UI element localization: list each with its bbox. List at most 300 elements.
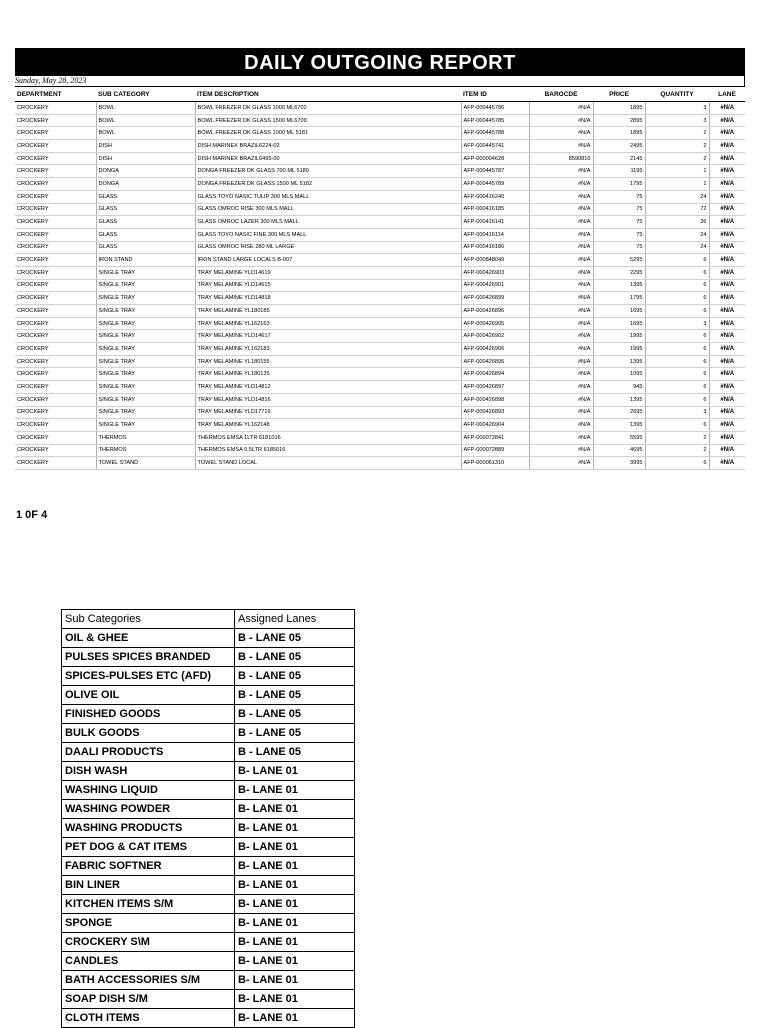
cell-department: CROCKERY bbox=[15, 102, 96, 115]
cell-sub-category: SINGLE TRAY bbox=[96, 330, 195, 343]
cell-item-description: TRAY MELAMINE YLD14816 bbox=[195, 393, 461, 406]
cell-barcode: #N/A bbox=[529, 114, 593, 127]
cell-sub-category: SINGLE TRAY bbox=[96, 279, 195, 292]
cell-department: CROCKERY bbox=[15, 368, 96, 381]
cell-quantity: 24 bbox=[645, 241, 709, 254]
cell-item-description: GLASS OMROC RISE 300 MLS MALL bbox=[195, 203, 461, 216]
cell-price: 1395 bbox=[593, 279, 645, 292]
cell-department: CROCKERY bbox=[15, 178, 96, 191]
cell-price: 1895 bbox=[593, 102, 645, 115]
cell-lane: #N/A bbox=[709, 419, 745, 432]
cell-quantity: 6 bbox=[645, 355, 709, 368]
lane-row bbox=[62, 876, 355, 895]
cell-department: CROCKERY bbox=[15, 190, 96, 203]
cell-lane: #N/A bbox=[709, 140, 745, 153]
table-row bbox=[15, 102, 745, 115]
cell-item-description: DONGA FREEZER DK GLASS 700 ML 5180 bbox=[195, 165, 461, 178]
cell-sub-category: SINGLE TRAY bbox=[96, 292, 195, 305]
cell-sub-category: SINGLE TRAY bbox=[96, 393, 195, 406]
daily-outgoing-report bbox=[15, 48, 745, 470]
cell-sub-category: DONGA bbox=[96, 178, 195, 191]
cell-price: 2495 bbox=[593, 140, 645, 153]
table-row bbox=[15, 203, 745, 216]
cell-department: CROCKERY bbox=[15, 355, 96, 368]
col-quantity: QUANTITY bbox=[645, 87, 709, 102]
cell-barcode: #N/A bbox=[529, 279, 593, 292]
cell-item-description: GLASS OMROC LAZER 300 MLS MALL bbox=[195, 216, 461, 229]
cell-department: CROCKERY bbox=[15, 228, 96, 241]
lane-row bbox=[62, 648, 355, 667]
cell-sub-category: SINGLE TRAY bbox=[96, 368, 195, 381]
cell-item-id: AFP-000004628 bbox=[461, 152, 529, 165]
cell-department: CROCKERY bbox=[15, 343, 96, 356]
cell-quantity: 36 bbox=[645, 216, 709, 229]
cell-item-id: AFP-000426895 bbox=[461, 355, 529, 368]
table-row bbox=[15, 216, 745, 229]
lane-cell-sub-category: BULK GOODS bbox=[62, 724, 235, 743]
cell-item-id: AFP-000426904 bbox=[461, 419, 529, 432]
cell-item-id: AFP-000416114 bbox=[461, 228, 529, 241]
cell-item-description: TRAY MELAMINE YLD14617 bbox=[195, 330, 461, 343]
cell-item-description: GLASS TOYO NASIC FINE 300 MLS MALL bbox=[195, 228, 461, 241]
cell-item-id: AFP-000445789 bbox=[461, 178, 529, 191]
cell-item-description: TRAY MELAMINE YL180155 bbox=[195, 355, 461, 368]
lane-cell-assigned-lane: B - LANE 05 bbox=[235, 648, 355, 667]
table-row bbox=[15, 190, 745, 203]
cell-item-description: DISH MARINEX BRAZIL6495-00 bbox=[195, 152, 461, 165]
cell-item-description: GLASS TOYO NASIC TULIP 300 MLS MALL bbox=[195, 190, 461, 203]
lane-cell-assigned-lane: B- LANE 01 bbox=[235, 914, 355, 933]
lane-cell-assigned-lane: B- LANE 01 bbox=[235, 781, 355, 800]
cell-price: 1995 bbox=[593, 330, 645, 343]
cell-barcode: #N/A bbox=[529, 292, 593, 305]
cell-department: CROCKERY bbox=[15, 127, 96, 140]
cell-lane: #N/A bbox=[709, 406, 745, 419]
cell-price: 1395 bbox=[593, 419, 645, 432]
cell-price: 1795 bbox=[593, 178, 645, 191]
cell-item-id: AFP-000426902 bbox=[461, 330, 529, 343]
cell-quantity: 3 bbox=[645, 317, 709, 330]
lane-row bbox=[62, 724, 355, 743]
cell-lane: #N/A bbox=[709, 165, 745, 178]
cell-lane: #N/A bbox=[709, 317, 745, 330]
cell-item-description: TRAY MELAMINE YL180135 bbox=[195, 368, 461, 381]
col-lane: LANE bbox=[709, 87, 745, 102]
cell-lane: #N/A bbox=[709, 190, 745, 203]
cell-price: 2295 bbox=[593, 266, 645, 279]
cell-item-description: TRAY MELAMINE YL162163 bbox=[195, 317, 461, 330]
lane-cell-sub-category: PULSES SPICES BRANDED bbox=[62, 648, 235, 667]
cell-quantity: 6 bbox=[645, 343, 709, 356]
cell-item-id: AFP-000426903 bbox=[461, 266, 529, 279]
lane-cell-sub-category: WASHING PRODUCTS bbox=[62, 819, 235, 838]
lane-row bbox=[62, 990, 355, 1009]
cell-quantity: 2 bbox=[645, 127, 709, 140]
table-header-row bbox=[15, 87, 745, 102]
cell-barcode: #N/A bbox=[529, 457, 593, 470]
lane-cell-sub-category: OIL & GHEE bbox=[62, 629, 235, 648]
lane-cell-sub-category: KITCHEN ITEMS S/M bbox=[62, 895, 235, 914]
cell-item-id: AFP-000416185 bbox=[461, 203, 529, 216]
cell-item-description: IRON STAND LARGE LOCALS B-007 bbox=[195, 254, 461, 267]
cell-sub-category: BOWL bbox=[96, 102, 195, 115]
cell-barcode: #N/A bbox=[529, 444, 593, 457]
cell-department: CROCKERY bbox=[15, 444, 96, 457]
cell-department: CROCKERY bbox=[15, 152, 96, 165]
cell-lane: #N/A bbox=[709, 228, 745, 241]
lane-row bbox=[62, 667, 355, 686]
cell-department: CROCKERY bbox=[15, 406, 96, 419]
cell-item-id: AFP-000848049 bbox=[461, 254, 529, 267]
cell-sub-category: BOWL bbox=[96, 127, 195, 140]
lane-cell-assigned-lane: B- LANE 01 bbox=[235, 838, 355, 857]
lane-cell-sub-category: SPONGE bbox=[62, 914, 235, 933]
lane-cell-sub-category: PET DOG & CAT ITEMS bbox=[62, 838, 235, 857]
cell-price: 75 bbox=[593, 203, 645, 216]
lane-cell-assigned-lane: B- LANE 01 bbox=[235, 933, 355, 952]
cell-price: 1195 bbox=[593, 165, 645, 178]
cell-quantity: 72 bbox=[645, 203, 709, 216]
cell-department: CROCKERY bbox=[15, 317, 96, 330]
cell-quantity: 6 bbox=[645, 279, 709, 292]
table-row bbox=[15, 127, 745, 140]
cell-price: 1395 bbox=[593, 393, 645, 406]
col-department: DEPARTMENT bbox=[15, 87, 96, 102]
cell-department: CROCKERY bbox=[15, 419, 96, 432]
cell-lane: #N/A bbox=[709, 431, 745, 444]
cell-price: 2145 bbox=[593, 152, 645, 165]
cell-department: CROCKERY bbox=[15, 457, 96, 470]
table-row bbox=[15, 305, 745, 318]
lane-cell-assigned-lane: B- LANE 01 bbox=[235, 895, 355, 914]
outgoing-table bbox=[15, 86, 745, 470]
cell-lane: #N/A bbox=[709, 343, 745, 356]
cell-sub-category: DISH bbox=[96, 152, 195, 165]
cell-sub-category: IRON STAND bbox=[96, 254, 195, 267]
lane-cell-sub-category: BATH ACCESSORIES S/M bbox=[62, 971, 235, 990]
table-row bbox=[15, 317, 745, 330]
cell-sub-category: THERMOS bbox=[96, 444, 195, 457]
cell-item-description: GLASS OMROC RISE 280 ML LARGE bbox=[195, 241, 461, 254]
lane-row bbox=[62, 743, 355, 762]
cell-lane: #N/A bbox=[709, 292, 745, 305]
lane-row bbox=[62, 686, 355, 705]
cell-lane: #N/A bbox=[709, 203, 745, 216]
cell-lane: #N/A bbox=[709, 381, 745, 394]
cell-item-id: AFP-000072889 bbox=[461, 444, 529, 457]
cell-lane: #N/A bbox=[709, 279, 745, 292]
lane-cell-sub-category: SPICES-PULSES ETC (AFD) bbox=[62, 667, 235, 686]
lane-cell-assigned-lane: B - LANE 05 bbox=[235, 667, 355, 686]
table-row bbox=[15, 419, 745, 432]
lane-cell-assigned-lane: B- LANE 01 bbox=[235, 971, 355, 990]
cell-lane: #N/A bbox=[709, 178, 745, 191]
table-row bbox=[15, 457, 745, 470]
cell-item-description: TRAY MELAMINE YLD14818 bbox=[195, 292, 461, 305]
cell-sub-category: GLASS bbox=[96, 203, 195, 216]
cell-item-description: BOWL FREEZER DK GLASS 1500 ML6709 bbox=[195, 114, 461, 127]
cell-quantity: 24 bbox=[645, 228, 709, 241]
cell-item-description: TRAY MELAMINE YL180185 bbox=[195, 305, 461, 318]
cell-price: 4695 bbox=[593, 444, 645, 457]
lane-row bbox=[62, 819, 355, 838]
lane-cell-assigned-lane: B - LANE 05 bbox=[235, 705, 355, 724]
cell-quantity: 6 bbox=[645, 305, 709, 318]
cell-lane: #N/A bbox=[709, 127, 745, 140]
lane-assignment-table bbox=[61, 609, 355, 1028]
lane-cell-sub-category: FABRIC SOFTNER bbox=[62, 857, 235, 876]
cell-quantity: 3 bbox=[645, 102, 709, 115]
cell-barcode: #N/A bbox=[529, 216, 593, 229]
table-row bbox=[15, 140, 745, 153]
cell-item-id: AFP-000426899 bbox=[461, 292, 529, 305]
cell-barcode: #N/A bbox=[529, 228, 593, 241]
lane-cell-assigned-lane: B- LANE 01 bbox=[235, 952, 355, 971]
cell-item-description: THERMOS EMSA 1LTR 6181016 bbox=[195, 431, 461, 444]
cell-lane: #N/A bbox=[709, 368, 745, 381]
cell-sub-category: DONGA bbox=[96, 165, 195, 178]
cell-sub-category: TOWEL STAND bbox=[96, 457, 195, 470]
table-row bbox=[15, 292, 745, 305]
lane-cell-assigned-lane: B- LANE 01 bbox=[235, 990, 355, 1009]
cell-sub-category: GLASS bbox=[96, 190, 195, 203]
cell-barcode: #N/A bbox=[529, 393, 593, 406]
table-row bbox=[15, 393, 745, 406]
cell-item-description: TRAY MELAMINE YL162148 bbox=[195, 419, 461, 432]
cell-item-id: AFP-000061310 bbox=[461, 457, 529, 470]
lane-cell-sub-category: CLOTH ITEMS bbox=[62, 1009, 235, 1028]
cell-lane: #N/A bbox=[709, 102, 745, 115]
cell-lane: #N/A bbox=[709, 330, 745, 343]
cell-quantity: 1 bbox=[645, 178, 709, 191]
lane-col-sub-categories: Sub Categories bbox=[62, 610, 235, 629]
cell-barcode: #N/A bbox=[529, 330, 593, 343]
lane-row bbox=[62, 800, 355, 819]
col-sub-category: SUB CATEGORY bbox=[96, 87, 195, 102]
cell-department: CROCKERY bbox=[15, 431, 96, 444]
cell-item-id: AFP-000445741 bbox=[461, 140, 529, 153]
cell-sub-category: SINGLE TRAY bbox=[96, 381, 195, 394]
cell-lane: #N/A bbox=[709, 266, 745, 279]
cell-quantity: 6 bbox=[645, 368, 709, 381]
cell-lane: #N/A bbox=[709, 254, 745, 267]
cell-barcode: #N/A bbox=[529, 431, 593, 444]
cell-department: CROCKERY bbox=[15, 330, 96, 343]
cell-sub-category: SINGLE TRAY bbox=[96, 406, 195, 419]
cell-barcode: #N/A bbox=[529, 343, 593, 356]
cell-quantity: 2 bbox=[645, 152, 709, 165]
cell-quantity: 2 bbox=[645, 140, 709, 153]
cell-price: 5295 bbox=[593, 254, 645, 267]
cell-price: 75 bbox=[593, 216, 645, 229]
col-barcode: BAROCDE bbox=[529, 87, 593, 102]
lane-cell-assigned-lane: B - LANE 05 bbox=[235, 629, 355, 648]
cell-price: 1795 bbox=[593, 292, 645, 305]
lane-row bbox=[62, 895, 355, 914]
cell-lane: #N/A bbox=[709, 241, 745, 254]
lane-cell-assigned-lane: B - LANE 05 bbox=[235, 743, 355, 762]
cell-barcode: 8590816 bbox=[529, 152, 593, 165]
cell-department: CROCKERY bbox=[15, 292, 96, 305]
lane-cell-sub-category: BIN LINER bbox=[62, 876, 235, 895]
cell-department: CROCKERY bbox=[15, 165, 96, 178]
cell-barcode: #N/A bbox=[529, 241, 593, 254]
cell-barcode: #N/A bbox=[529, 406, 593, 419]
cell-department: CROCKERY bbox=[15, 254, 96, 267]
cell-barcode: #N/A bbox=[529, 203, 593, 216]
cell-item-id: AFP-000426896 bbox=[461, 305, 529, 318]
cell-item-id: AFP-000416186 bbox=[461, 241, 529, 254]
cell-item-description: TOWEL STAND LOCAL bbox=[195, 457, 461, 470]
cell-quantity: 6 bbox=[645, 330, 709, 343]
lane-cell-sub-category: SOAP DISH S/M bbox=[62, 990, 235, 1009]
cell-item-description: TRAY MELAMINE YLD14615 bbox=[195, 279, 461, 292]
col-item-id: ITEM ID bbox=[461, 87, 529, 102]
cell-sub-category: SINGLE TRAY bbox=[96, 355, 195, 368]
cell-barcode: #N/A bbox=[529, 165, 593, 178]
cell-item-id: AFP-000445786 bbox=[461, 102, 529, 115]
cell-item-description: TRAY MELAMINE YLD14619 bbox=[195, 266, 461, 279]
lane-cell-sub-category: WASHING LIQUID bbox=[62, 781, 235, 800]
lane-cell-sub-category: DAALI PRODUCTS bbox=[62, 743, 235, 762]
cell-barcode: #N/A bbox=[529, 419, 593, 432]
cell-quantity: 3 bbox=[645, 114, 709, 127]
lane-row bbox=[62, 857, 355, 876]
lane-cell-assigned-lane: B- LANE 01 bbox=[235, 857, 355, 876]
table-row bbox=[15, 368, 745, 381]
cell-barcode: #N/A bbox=[529, 178, 593, 191]
cell-item-id: AFP-000426894 bbox=[461, 368, 529, 381]
table-body bbox=[15, 102, 745, 470]
cell-price: 3995 bbox=[593, 457, 645, 470]
cell-barcode: #N/A bbox=[529, 305, 593, 318]
lane-row bbox=[62, 629, 355, 648]
cell-item-id: AFP-000426893 bbox=[461, 406, 529, 419]
table-row bbox=[15, 343, 745, 356]
lane-cell-assigned-lane: B- LANE 01 bbox=[235, 876, 355, 895]
cell-lane: #N/A bbox=[709, 444, 745, 457]
cell-item-description: TRAY MELAMINE YL162183 bbox=[195, 343, 461, 356]
cell-lane: #N/A bbox=[709, 114, 745, 127]
cell-sub-category: THERMOS bbox=[96, 431, 195, 444]
lane-cell-sub-category: OLIVE OIL bbox=[62, 686, 235, 705]
cell-price: 1695 bbox=[593, 317, 645, 330]
table-row bbox=[15, 241, 745, 254]
cell-price: 5595 bbox=[593, 431, 645, 444]
cell-price: 75 bbox=[593, 241, 645, 254]
cell-item-id: AFP-000426897 bbox=[461, 381, 529, 394]
cell-item-description: TRAY MELAMINE YLD14812 bbox=[195, 381, 461, 394]
cell-sub-category: GLASS bbox=[96, 228, 195, 241]
cell-department: CROCKERY bbox=[15, 203, 96, 216]
cell-barcode: #N/A bbox=[529, 355, 593, 368]
cell-quantity: 6 bbox=[645, 266, 709, 279]
lane-table-body bbox=[62, 629, 355, 1028]
cell-price: 945 bbox=[593, 381, 645, 394]
lane-header-row bbox=[62, 610, 355, 629]
cell-item-id: AFP-000416240 bbox=[461, 190, 529, 203]
cell-quantity: 6 bbox=[645, 457, 709, 470]
cell-item-description: BOWL FREEZER DK GLASS 1000 ML6702 bbox=[195, 102, 461, 115]
cell-quantity: 6 bbox=[645, 393, 709, 406]
cell-sub-category: GLASS bbox=[96, 241, 195, 254]
cell-lane: #N/A bbox=[709, 457, 745, 470]
cell-lane: #N/A bbox=[709, 305, 745, 318]
cell-item-id: AFP-000426906 bbox=[461, 343, 529, 356]
cell-barcode: #N/A bbox=[529, 317, 593, 330]
cell-price: 1395 bbox=[593, 355, 645, 368]
lane-cell-sub-category: WASHING POWDER bbox=[62, 800, 235, 819]
cell-department: CROCKERY bbox=[15, 266, 96, 279]
cell-quantity: 3 bbox=[645, 406, 709, 419]
table-row bbox=[15, 228, 745, 241]
cell-item-id: AFP-000445788 bbox=[461, 127, 529, 140]
cell-item-id: AFP-000416141 bbox=[461, 216, 529, 229]
cell-item-id: AFP-000445785 bbox=[461, 114, 529, 127]
cell-barcode: #N/A bbox=[529, 266, 593, 279]
lane-col-assigned-lanes: Assigned Lanes bbox=[235, 610, 355, 629]
lane-row bbox=[62, 705, 355, 724]
cell-sub-category: SINGLE TRAY bbox=[96, 419, 195, 432]
cell-price: 1095 bbox=[593, 368, 645, 381]
table-row bbox=[15, 152, 745, 165]
lane-cell-assigned-lane: B- LANE 01 bbox=[235, 819, 355, 838]
cell-price: 75 bbox=[593, 190, 645, 203]
cell-barcode: #N/A bbox=[529, 381, 593, 394]
cell-item-id: AFP-000426898 bbox=[461, 393, 529, 406]
lane-row bbox=[62, 1009, 355, 1028]
table-row bbox=[15, 266, 745, 279]
lane-cell-assigned-lane: B - LANE 05 bbox=[235, 686, 355, 705]
lane-row bbox=[62, 781, 355, 800]
cell-sub-category: SINGLE TRAY bbox=[96, 343, 195, 356]
table-row bbox=[15, 254, 745, 267]
cell-lane: #N/A bbox=[709, 393, 745, 406]
lane-row bbox=[62, 952, 355, 971]
cell-department: CROCKERY bbox=[15, 140, 96, 153]
cell-sub-category: GLASS bbox=[96, 216, 195, 229]
cell-price: 1695 bbox=[593, 305, 645, 318]
cell-quantity: 24 bbox=[645, 190, 709, 203]
lane-cell-assigned-lane: B- LANE 01 bbox=[235, 1009, 355, 1028]
table-row bbox=[15, 178, 745, 191]
cell-lane: #N/A bbox=[709, 216, 745, 229]
cell-quantity: 2 bbox=[645, 444, 709, 457]
table-row bbox=[15, 406, 745, 419]
cell-item-description: DISH MARINEX BRAZIL6224-02 bbox=[195, 140, 461, 153]
cell-sub-category: SINGLE TRAY bbox=[96, 317, 195, 330]
cell-item-description: BOWL FREEZER DK GLASS 1000 ML 5181 bbox=[195, 127, 461, 140]
cell-quantity: 1 bbox=[645, 165, 709, 178]
cell-price: 75 bbox=[593, 228, 645, 241]
cell-item-id: AFP-000426905 bbox=[461, 317, 529, 330]
table-row bbox=[15, 431, 745, 444]
cell-quantity: 6 bbox=[645, 381, 709, 394]
cell-barcode: #N/A bbox=[529, 368, 593, 381]
cell-barcode: #N/A bbox=[529, 254, 593, 267]
cell-quantity: 6 bbox=[645, 419, 709, 432]
cell-sub-category: SINGLE TRAY bbox=[96, 266, 195, 279]
col-item-description: ITEM DESCRIPTION bbox=[195, 87, 461, 102]
cell-price: 2695 bbox=[593, 406, 645, 419]
cell-lane: #N/A bbox=[709, 152, 745, 165]
cell-item-description: DONGA FREEZER DK GLASS 1500 ML 5182 bbox=[195, 178, 461, 191]
cell-department: CROCKERY bbox=[15, 393, 96, 406]
lane-row bbox=[62, 762, 355, 781]
cell-sub-category: DISH bbox=[96, 140, 195, 153]
cell-item-description: THERMOS EMSA 0.5LTR 6185016 bbox=[195, 444, 461, 457]
table-row bbox=[15, 444, 745, 457]
